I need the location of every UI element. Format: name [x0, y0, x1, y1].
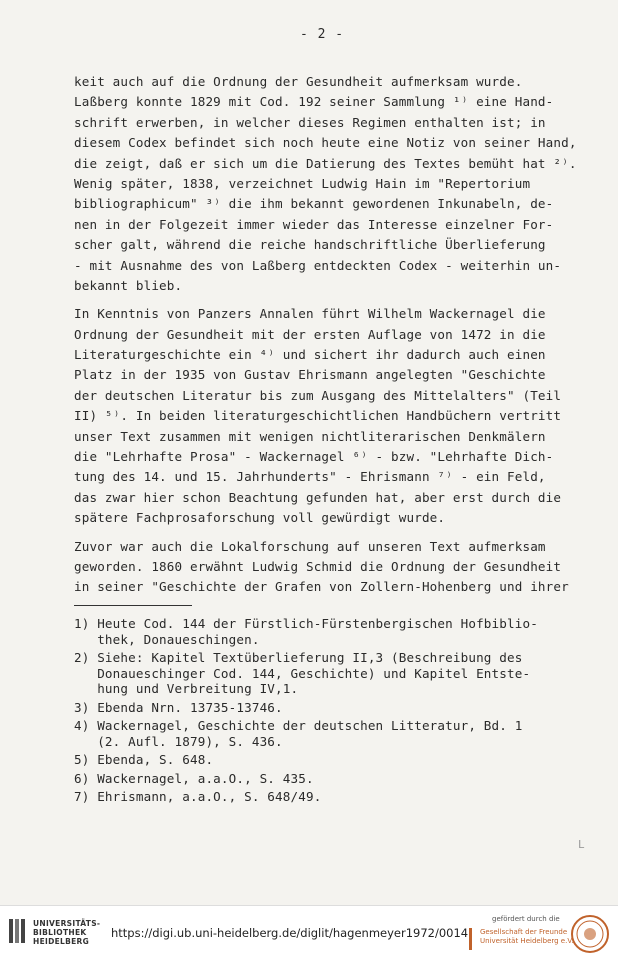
corner-mark: L — [578, 838, 585, 851]
text-line: tung des 14. und 15. Jahrhunderts" - Ehrismann ⁷⁾ - ein Feld, — [74, 469, 546, 485]
text-line: scher galt, während die reiche handschriftliche Überlieferung — [74, 237, 546, 253]
footnote — [74, 771, 594, 787]
text-line: bekannt blieb. — [74, 277, 183, 293]
library-name: UNIVERSITÄTS- BIBLIOTHEK HEIDELBERG — [33, 919, 101, 946]
footnote-line: (2. Aufl. 1879), S. 436. — [74, 733, 283, 749]
text-line: unser Text zusammen mit wenigen nichtliterarischen Denkmälern — [74, 428, 546, 444]
friends-society-logo-icon — [465, 928, 477, 950]
text-line: die "Lehrhafte Prosa" - Wackernagel ⁶⁾ - bzw. "Lehrhafte Dich- — [74, 449, 554, 465]
text-line: geworden. 1860 erwähnt Ludwig Schmid die Ordnung der Gesundheit — [74, 558, 562, 574]
text-line: das zwar hier schon Beachtung gefunden hat, aber erst durch die — [74, 489, 562, 505]
footnote — [74, 616, 594, 647]
text-line: diesem Codex befindet sich noch heute eine Notiz von seiner Hand, — [74, 135, 577, 151]
paragraph-gap — [74, 529, 594, 537]
footnote-line: 7) Ehrismann, a.a.O., S. 648/49. — [74, 789, 322, 804]
viewer-footer — [0, 905, 618, 958]
text-line: bibliographicum" ³⁾ die ihm bekannt gewordenen Inkunabeln, de- — [74, 196, 554, 212]
footnote-line: 4) Wackernagel, Geschichte der deutschen Litteratur, Bd. 1 — [74, 718, 523, 733]
text-line: II) ⁵⁾. In beiden literaturgeschichtlichen Handbüchern vertritt — [74, 408, 562, 424]
text-line: keit auch auf die Ordnung der Gesundheit aufmerksam wurde. — [74, 74, 523, 89]
paragraph-gap — [74, 296, 594, 304]
text-line: Ordnung der Gesundheit mit der ersten Auflage von 1472 in die — [74, 326, 546, 342]
text-line: nen in der Folgezeit immer wieder das Interesse einzelner For- — [74, 216, 554, 232]
text-line: Zuvor war auch die Lokalforschung auf unseren Text aufmerksam — [74, 538, 546, 554]
footnote-line: 3) Ebenda Nrn. 13735-13746. — [74, 699, 283, 715]
text-line: Laßberg konnte 1829 mit Cod. 192 seiner Sammlung ¹⁾ eine Hand- — [74, 94, 554, 110]
footnote-line: hung und Verbreitung IV,1. — [74, 681, 299, 696]
university-seal-icon — [570, 914, 610, 954]
footnote-line: Donaueschinger Cod. 144, Geschichte) und Kapitel Entste- — [74, 665, 531, 681]
footnote — [74, 789, 594, 805]
text-line: Wenig später, 1838, verzeichnet Ludwig Hain im "Repertorium — [74, 175, 531, 191]
text-line: Literaturgeschichte ein ⁴⁾ und sichert ihr dadurch auch einen — [74, 347, 546, 363]
text-line: spätere Fachprosaforschung voll gewürdigt wurde. — [74, 510, 446, 526]
footnote-line: 1) Heute Cod. 144 der Fürstlich-Fürstenbergischen Hofbiblio- — [74, 616, 538, 631]
funded-by-label: gefördert durch die — [492, 915, 560, 923]
text-line: In Kenntnis von Panzers Annalen führt Wilhelm Wackernagel die — [74, 306, 546, 322]
footnotes — [74, 616, 594, 808]
society-name: Gesellschaft der Freunde Universität Heidelberg e.V. — [480, 928, 574, 945]
footnote-line: 2) Siehe: Kapitel Textüberlieferung II,3 (Beschreibung des — [74, 650, 523, 665]
footnote-divider — [74, 605, 192, 606]
footnote — [74, 700, 594, 716]
footnote-line: 6) Wackernagel, a.a.O., S. 435. — [74, 770, 314, 786]
text-line: in seiner "Geschichte der Grafen von Zollern-Hohenberg und ihrer — [74, 579, 569, 595]
footnote — [74, 752, 594, 768]
university-library-logo-icon — [8, 916, 28, 946]
footnote-line: thek, Donaueschingen. — [74, 631, 260, 647]
body-text — [74, 72, 594, 598]
text-line: - mit Ausnahme des von Laßberg entdeckten Codex - weiterhin un- — [74, 257, 562, 273]
text-line: Platz in der 1935 von Gustav Ehrismann angelegten "Geschichte — [74, 367, 546, 383]
text-line: der deutschen Literatur bis zum Ausgang des Mittelalters" (Teil — [74, 387, 562, 403]
footnote — [74, 650, 594, 697]
footnote — [74, 718, 594, 749]
text-line: schrift erwerben, in welcher dieses Regimen enthalten ist; in — [74, 114, 546, 130]
text-line: die zeigt, daß er sich um die Datierung des Textes bemüht hat ²⁾. — [74, 155, 577, 171]
footnote-line: 5) Ebenda, S. 648. — [74, 752, 214, 767]
page-number: - 2 - — [300, 27, 345, 42]
document-url-link[interactable]: https://digi.ub.uni-heidelberg.de/diglit/hagenmeyer1972/0014 — [111, 926, 469, 940]
